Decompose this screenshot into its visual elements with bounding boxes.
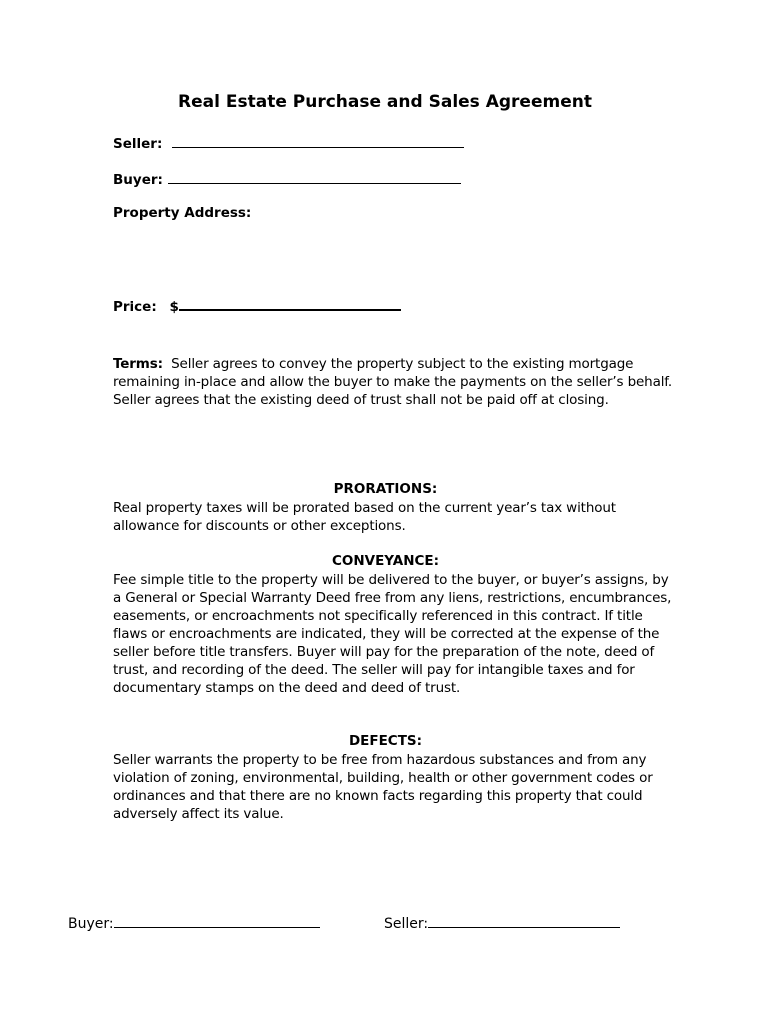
prorations-text: Real property taxes will be prorated based on the current year’s tax without allowance for discounts or other exceptions. <box>113 500 616 534</box>
buyer-label: Buyer: <box>113 172 163 188</box>
buyer-signature-line <box>68 913 320 932</box>
defects-text: Seller warrants the property to be free from hazardous substances and from any violation of zoning, environmental, building, health or other government codes or ordinances and that there are no known facts regarding this property that could adversely affect its value. <box>113 752 653 822</box>
buyer-blank[interactable] <box>168 169 461 184</box>
conveyance-text: Fee simple title to the property will be delivered to the buyer, or buyer’s assigns, by a General or Special Warranty Deed free from any liens, restrictions, encumbrances, easements, or encroachments not specifically referenced in this contract. If title flaws or encroachments are indicated, they will be corrected at the expense of the seller before title transfers. Buyer will pay for the preparation of the note, deed of trust, and recording of the deed. The seller will pay for intangible taxes and for documentary stamps on the deed and deed of trust. <box>113 572 672 696</box>
buyer-field <box>113 169 461 188</box>
price-currency: $ <box>169 299 179 315</box>
terms-text: Seller agrees to convey the property subject to the existing mortgage remaining in-place and allow the buyer to make the payments on the seller’s behalf. Seller agrees that the existing deed of trust shall not be paid off at closing. <box>113 356 673 408</box>
price-blank[interactable] <box>179 295 401 311</box>
buyer-signature-label: Buyer: <box>68 916 114 932</box>
seller-blank[interactable] <box>172 133 464 148</box>
prorations-heading: PRORATIONS: <box>333 481 438 497</box>
seller-signature-blank[interactable] <box>428 913 620 928</box>
property-address-field <box>113 205 251 221</box>
document-title: Real Estate Purchase and Sales Agreement <box>178 92 592 112</box>
terms-label: Terms: <box>113 356 163 372</box>
property-address-label: Property Address: <box>113 205 252 221</box>
seller-signature-label: Seller: <box>384 916 429 932</box>
price-label: Price: <box>113 299 157 315</box>
buyer-signature-blank[interactable] <box>114 913 320 928</box>
price-field <box>113 295 401 315</box>
seller-signature-line <box>384 913 620 932</box>
seller-label: Seller: <box>113 136 163 152</box>
conveyance-heading: CONVEYANCE: <box>331 553 440 569</box>
defects-heading: DEFECTS: <box>348 733 423 749</box>
seller-field <box>113 133 464 152</box>
terms-paragraph <box>113 355 673 409</box>
